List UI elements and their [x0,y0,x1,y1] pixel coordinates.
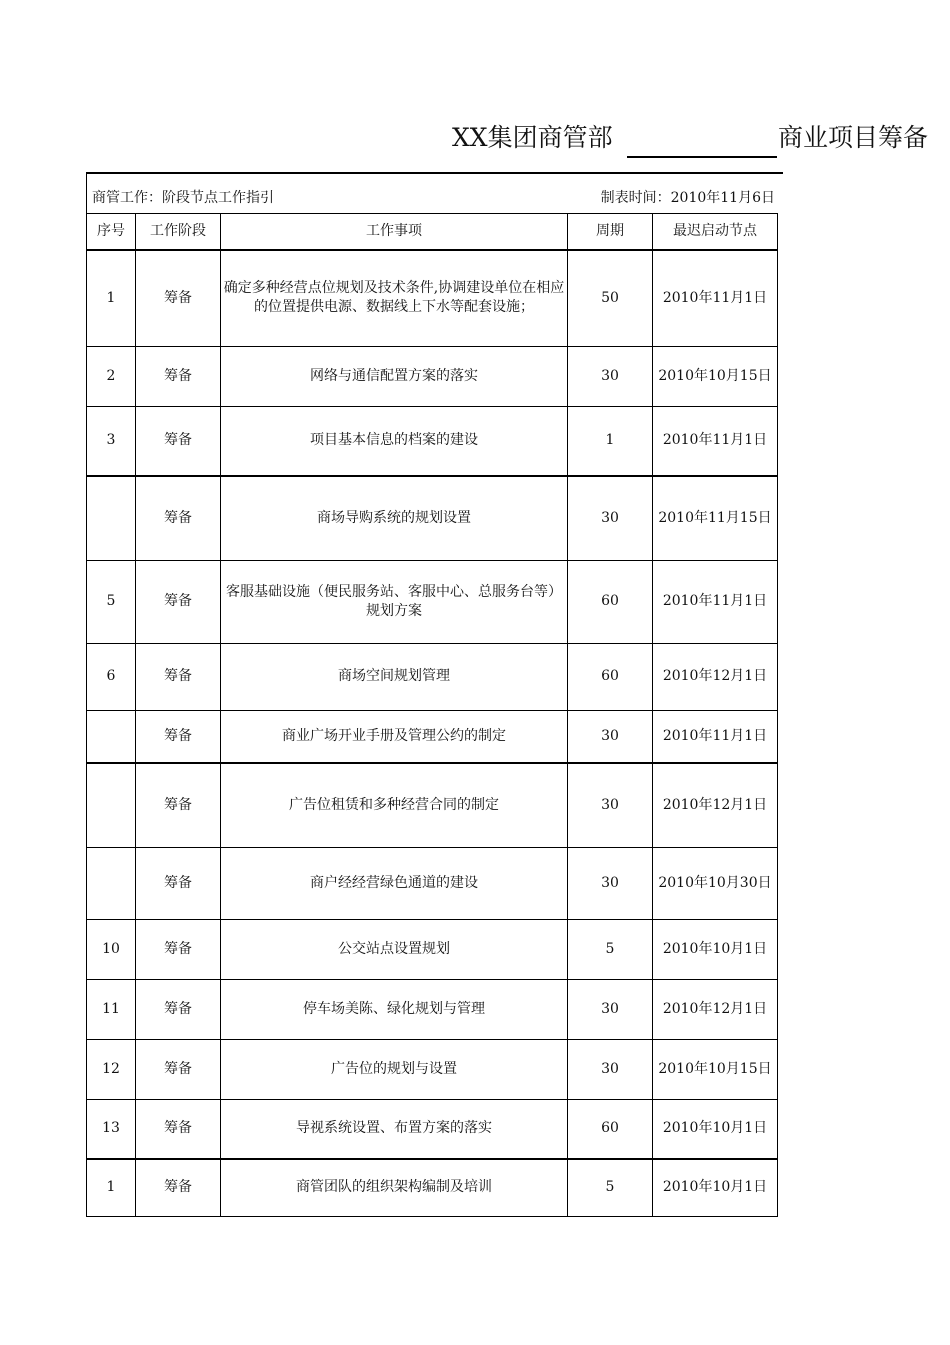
cell-period: 60 [568,1099,653,1159]
cell-seq: 12 [87,1039,136,1099]
cell-seq: 1 [87,250,136,346]
cell-start: 2010年10月15日 [653,1039,778,1099]
cell-seq [87,476,136,560]
cell-seq: 10 [87,919,136,979]
cell-start: 2010年10月1日 [653,919,778,979]
table-row [87,476,778,560]
cell-seq: 13 [87,1099,136,1159]
cell-seq: 2 [87,346,136,406]
table-row [87,643,778,710]
cell-period: 30 [568,476,653,560]
header-task: 工作事项 [221,214,568,251]
info-left: 商管工作：阶段节点工作指引 [92,190,274,206]
cell-period: 30 [568,979,653,1039]
cell-start: 2010年10月1日 [653,1159,778,1216]
cell-start: 2010年10月30日 [653,847,778,919]
cell-stage: 筹备 [136,847,221,919]
cell-task: 商业广场开业手册及管理公约的制定 [221,710,568,763]
cell-task: 商场导购系统的规划设置 [221,476,568,560]
cell-period: 30 [568,1039,653,1099]
cell-task: 网络与通信配置方案的落实 [221,346,568,406]
cell-seq: 11 [87,979,136,1039]
cell-period: 60 [568,643,653,710]
cell-start: 2010年11月1日 [653,406,778,476]
cell-task: 导视系统设置、布置方案的落实 [221,1099,568,1159]
cell-task: 项目基本信息的档案的建设 [221,406,568,476]
cell-start: 2010年12月1日 [653,979,778,1039]
cell-task: 客服基础设施（便民服务站、客服中心、总服务台等）规划方案 [221,560,568,643]
cell-start: 2010年11月1日 [653,560,778,643]
cell-period: 50 [568,250,653,346]
table-row [87,560,778,643]
cell-start: 2010年11月15日 [653,476,778,560]
cell-start: 2010年11月1日 [653,250,778,346]
cell-period: 30 [568,710,653,763]
title-blank-line [627,156,777,158]
cell-stage: 筹备 [136,406,221,476]
cell-stage: 筹备 [136,1159,221,1216]
cell-seq: 1 [87,1159,136,1216]
header-stage: 工作阶段 [136,214,221,251]
cell-start: 2010年10月1日 [653,1099,778,1159]
cell-stage: 筹备 [136,476,221,560]
cell-stage: 筹备 [136,710,221,763]
table-row [87,250,778,346]
table-row [87,979,778,1039]
cell-seq: 3 [87,406,136,476]
cell-period: 1 [568,406,653,476]
work-table [86,213,778,1217]
cell-period: 30 [568,346,653,406]
cell-seq: 5 [87,560,136,643]
header-row [87,214,778,251]
cell-period: 5 [568,1159,653,1216]
cell-period: 30 [568,847,653,919]
cell-period: 60 [568,560,653,643]
cell-task: 停车场美陈、绿化规划与管理 [221,979,568,1039]
cell-stage: 筹备 [136,763,221,847]
cell-period: 30 [568,763,653,847]
cell-task: 商场空间规划管理 [221,643,568,710]
cell-stage: 筹备 [136,919,221,979]
header-seq: 序号 [87,214,136,251]
table-row [87,346,778,406]
cell-stage: 筹备 [136,979,221,1039]
cell-task: 广告位的规划与设置 [221,1039,568,1099]
cell-stage: 筹备 [136,1099,221,1159]
cell-stage: 筹备 [136,643,221,710]
cell-stage: 筹备 [136,1039,221,1099]
info-date: 制表时间：2010年11月6日 [600,190,775,206]
cell-seq [87,847,136,919]
table-row [87,919,778,979]
cell-task: 公交站点设置规划 [221,919,568,979]
header-period: 周期 [568,214,653,251]
table-row [87,710,778,763]
cell-seq [87,710,136,763]
cell-period: 5 [568,919,653,979]
cell-task: 广告位租赁和多种经营合同的制定 [221,763,568,847]
header-start: 最迟启动节点 [653,214,778,251]
cell-task: 商户经经营绿色通道的建设 [221,847,568,919]
title-right: 商业项目筹备 [778,123,929,152]
cell-start: 2010年10月15日 [653,346,778,406]
table-row [87,847,778,919]
table-row [87,1159,778,1216]
table-row [87,1039,778,1099]
table-row [87,1099,778,1159]
cell-start: 2010年12月1日 [653,643,778,710]
cell-seq: 6 [87,643,136,710]
table-row [87,406,778,476]
title-left: XX集团商管部 [452,123,613,152]
cell-start: 2010年12月1日 [653,763,778,847]
cell-stage: 筹备 [136,346,221,406]
cell-stage: 筹备 [136,250,221,346]
info-row [86,174,783,214]
table-row [87,763,778,847]
cell-task: 商管团队的组织架构编制及培训 [221,1159,568,1216]
cell-start: 2010年11月1日 [653,710,778,763]
cell-stage: 筹备 [136,560,221,643]
cell-task: 确定多种经营点位规划及技术条件,协调建设单位在相应的位置提供电源、数据线上下水等配套设施； [221,250,568,346]
cell-seq [87,763,136,847]
